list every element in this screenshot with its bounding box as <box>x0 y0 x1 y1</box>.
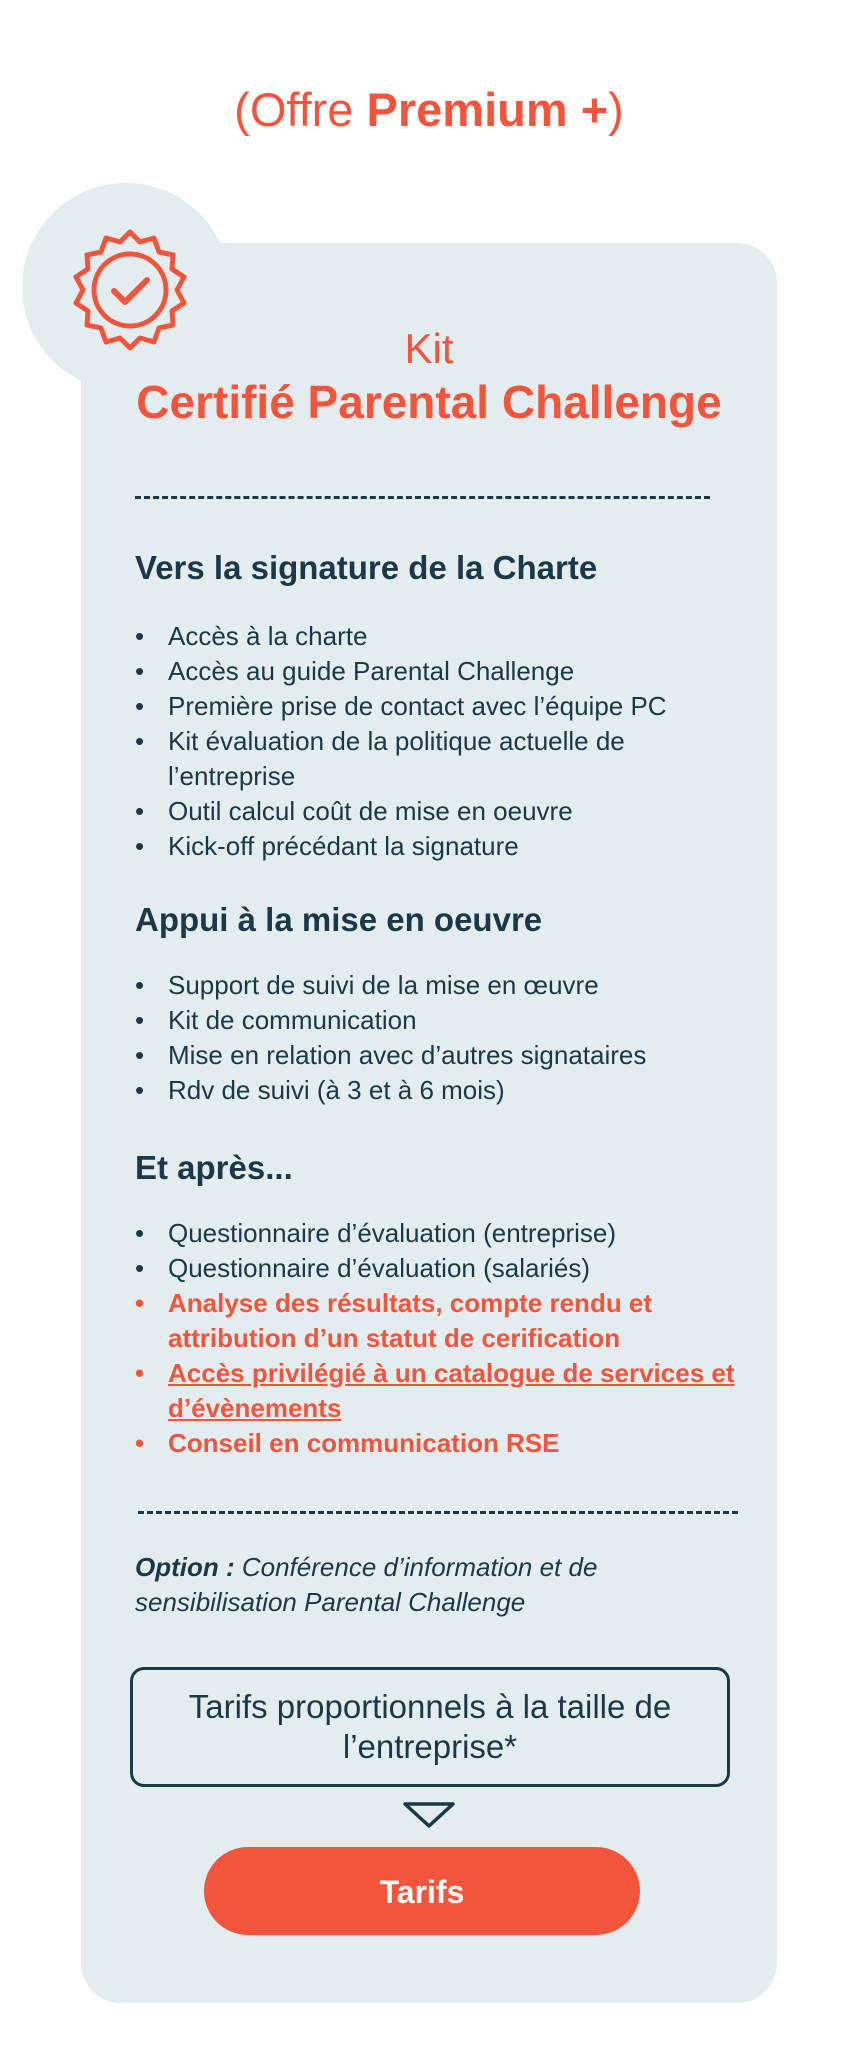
kit-title: Certifié Parental Challenge <box>136 376 722 428</box>
offer-open-paren: ( <box>234 83 250 136</box>
divider-top <box>135 496 710 499</box>
kit-label: Kit <box>404 325 454 372</box>
divider-bottom <box>138 1511 738 1514</box>
list-signature <box>135 619 745 864</box>
offer-close-paren: ) <box>608 83 624 136</box>
tarifs-button[interactable]: Tarifs <box>204 1847 640 1935</box>
list-item-highlight: • Analyse des résultats, compte rendu et attribution d’un statut de cerification <box>135 1286 745 1356</box>
triangle-down-icon <box>402 1801 456 1829</box>
list-item: • Support de suivi de la mise en œuvre <box>135 968 745 1003</box>
pricing-note: Tarifs proportionnels à la taille de l’entreprise* <box>188 1688 672 1765</box>
option-note <box>135 1550 735 1620</box>
offer-prefix: Offre <box>249 83 367 136</box>
list-after <box>135 1216 745 1461</box>
list-implementation <box>135 968 745 1108</box>
section-title-implementation: Appui à la mise en oeuvre <box>135 901 543 938</box>
list-item: • Questionnaire d’évaluation (entreprise) <box>135 1216 745 1251</box>
list-item: • Questionnaire d’évaluation (salariés) <box>135 1251 745 1286</box>
list-item: • Kit évaluation de la politique actuelle de l’entreprise <box>135 724 745 794</box>
list-item-highlight: • Conseil en communication RSE <box>135 1426 745 1461</box>
section-title-after: Et après... <box>135 1149 293 1186</box>
list-item: • Kick-off précédant la signature <box>135 829 745 864</box>
pricing-note-box <box>130 1667 730 1787</box>
list-item: • Kit de communication <box>135 1003 745 1038</box>
list-item: • Rdv de suivi (à 3 et à 6 mois) <box>135 1073 745 1108</box>
offer-heading <box>0 80 858 140</box>
list-item: • Mise en relation avec d’autres signataires <box>135 1038 745 1073</box>
section-title-signature: Vers la signature de la Charte <box>135 549 598 586</box>
list-item: • Première prise de contact avec l’équipe PC <box>135 689 745 724</box>
list-item: • Accès à la charte <box>135 619 745 654</box>
catalogue-link[interactable]: Accès privilégié à un catalogue de services et d’évènements <box>168 1358 735 1423</box>
list-item: • Accès au guide Parental Challenge <box>135 654 745 689</box>
offer-name: Premium + <box>366 83 609 136</box>
option-text: Conférence d’information et de sensibilisation Parental Challenge <box>135 1552 598 1617</box>
option-label: Option : <box>135 1552 235 1582</box>
list-item: • Outil calcul coût de mise en oeuvre <box>135 794 745 829</box>
catalogue-link-item[interactable] <box>135 1356 745 1426</box>
